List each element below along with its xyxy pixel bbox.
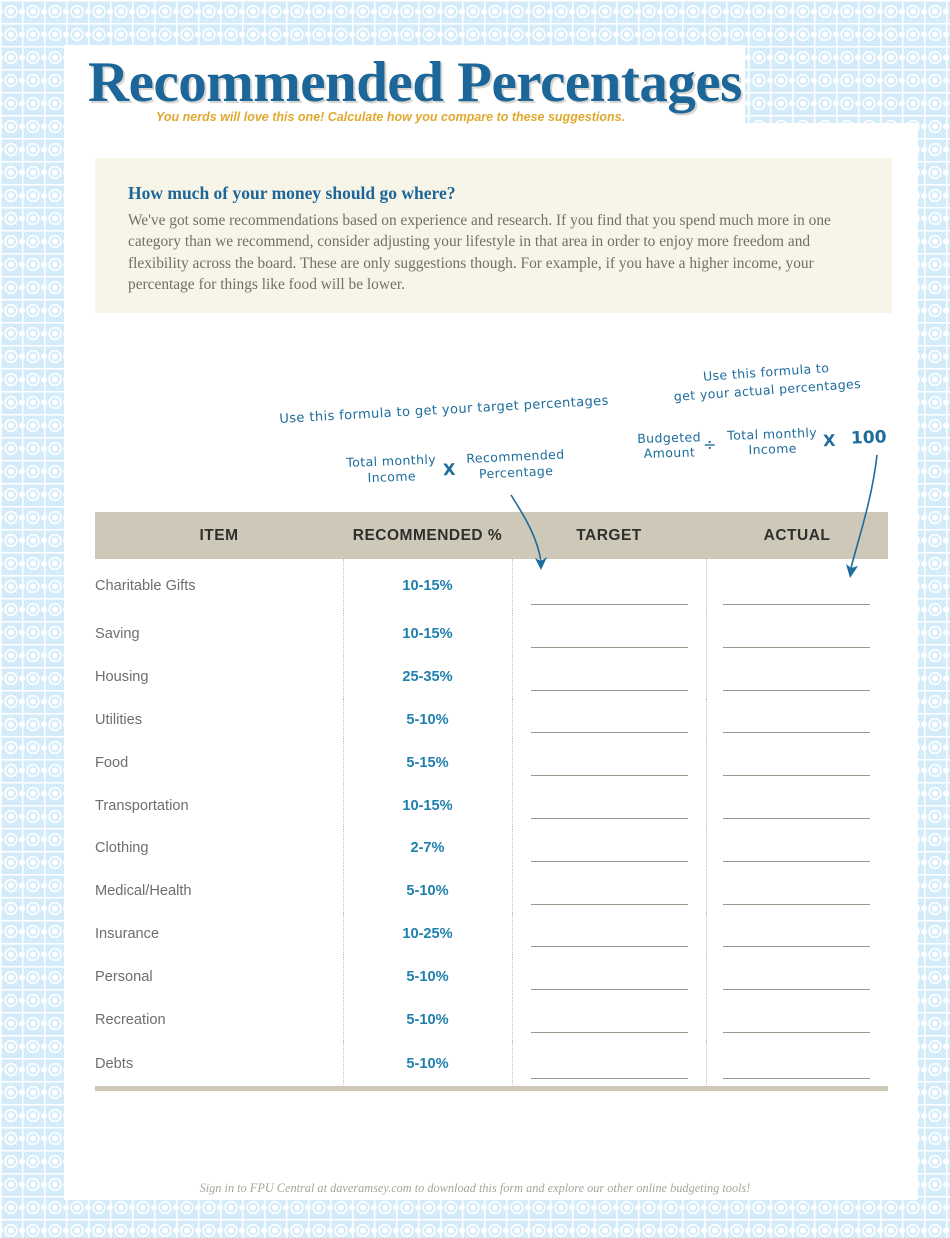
cell-target-input[interactable]: [512, 784, 706, 827]
intro-panel: [95, 158, 892, 313]
write-in-line: [723, 1032, 871, 1033]
cell-recommended-percent: 5-15%: [343, 741, 512, 784]
write-in-line: [531, 904, 688, 905]
cell-target-input[interactable]: [512, 559, 706, 613]
annotation-target-operator-multiply: X: [442, 459, 457, 480]
cell-item: Food: [95, 741, 343, 784]
cell-item: Insurance: [95, 913, 343, 956]
cell-recommended-percent: 5-10%: [343, 699, 512, 742]
write-in-line: [723, 690, 871, 691]
write-in-line: [723, 1078, 871, 1079]
cell-actual-input[interactable]: [706, 1041, 888, 1087]
write-in-line: [723, 989, 871, 990]
cell-actual-input[interactable]: [706, 827, 888, 870]
cell-item: Medical/Health: [95, 870, 343, 913]
table-row: [95, 1041, 888, 1087]
cell-item: Housing: [95, 656, 343, 699]
cell-target-input[interactable]: [512, 699, 706, 742]
cell-target-input[interactable]: [512, 955, 706, 998]
table-row: [95, 784, 888, 827]
write-in-line: [723, 861, 871, 862]
annotation-actual-operand-income: Total monthly Income: [727, 424, 818, 458]
table-row: [95, 913, 888, 956]
write-in-line: [723, 904, 871, 905]
cell-item: Clothing: [95, 827, 343, 870]
table-bottom-border: [95, 1086, 888, 1091]
write-in-line: [531, 946, 688, 947]
annotation-actual-operator-multiply: X: [822, 430, 837, 451]
table-row: [95, 955, 888, 998]
write-in-line: [531, 861, 688, 862]
write-in-line: [723, 604, 871, 605]
cell-actual-input[interactable]: [706, 998, 888, 1041]
intro-heading: How much of your money should go where?: [128, 183, 456, 203]
annotation-target-operand-income: Total monthly Income: [346, 451, 437, 486]
cell-item: Charitable Gifts: [95, 559, 343, 613]
cell-actual-input[interactable]: [706, 870, 888, 913]
table-row: [95, 998, 888, 1041]
cell-recommended-percent: 5-10%: [343, 1041, 512, 1087]
write-in-line: [531, 1078, 688, 1079]
cell-recommended-percent: 25-35%: [343, 656, 512, 699]
write-in-line: [531, 775, 688, 776]
table-row: [95, 559, 888, 613]
column-header-target: TARGET: [512, 512, 706, 559]
cell-target-input[interactable]: [512, 913, 706, 956]
footer-note: Sign in to FPU Central at daveramsey.com to download this form and explore our other online budgeting tools!: [199, 1181, 751, 1195]
write-in-line: [531, 690, 688, 691]
recommended-percentages-table: [95, 512, 888, 1087]
write-in-line: [723, 946, 871, 947]
cell-recommended-percent: 5-10%: [343, 955, 512, 998]
annotation-actual-formula-caption: Use this formula to get your actual percentages: [673, 360, 862, 404]
cell-recommended-percent: 5-10%: [343, 998, 512, 1041]
write-in-line: [531, 989, 688, 990]
annotation-actual-operand-budgeted: Budgeted Amount: [637, 429, 702, 461]
cell-item: Saving: [95, 613, 343, 656]
write-in-line: [531, 818, 688, 819]
cell-actual-input[interactable]: [706, 613, 888, 656]
write-in-line: [723, 647, 871, 648]
write-in-line: [531, 604, 688, 605]
cell-actual-input[interactable]: [706, 784, 888, 827]
cell-recommended-percent: 10-25%: [343, 913, 512, 956]
annotation-target-operand-recommended: Recommended Percentage: [466, 446, 565, 482]
table-row: [95, 699, 888, 742]
cell-target-input[interactable]: [512, 656, 706, 699]
cell-target-input[interactable]: [512, 998, 706, 1041]
table-row: [95, 827, 888, 870]
write-in-line: [531, 732, 688, 733]
cell-actual-input[interactable]: [706, 699, 888, 742]
table-header-row: [95, 512, 888, 559]
cell-recommended-percent: 10-15%: [343, 784, 512, 827]
page-subtitle: You nerds will love this one! Calculate how you compare to these suggestions.: [156, 110, 626, 124]
column-header-recommended: RECOMMENDED %: [343, 512, 512, 559]
page-title: Recommended Percentages: [88, 51, 742, 114]
column-header-item: ITEM: [95, 512, 343, 559]
annotation-actual-operator-divide: ÷: [702, 434, 717, 455]
cell-target-input[interactable]: [512, 1041, 706, 1087]
cell-recommended-percent: 10-15%: [343, 613, 512, 656]
cell-target-input[interactable]: [512, 741, 706, 784]
cell-actual-input[interactable]: [706, 955, 888, 998]
cell-actual-input[interactable]: [706, 741, 888, 784]
column-header-actual: ACTUAL: [706, 512, 888, 559]
table-row: [95, 870, 888, 913]
cell-recommended-percent: 2-7%: [343, 827, 512, 870]
write-in-line: [723, 818, 871, 819]
table-row: [95, 613, 888, 656]
annotation-actual-operand-hundred: 100: [850, 427, 887, 449]
cell-recommended-percent: 5-10%: [343, 870, 512, 913]
write-in-line: [723, 775, 871, 776]
cell-actual-input[interactable]: [706, 656, 888, 699]
cell-recommended-percent: 10-15%: [343, 559, 512, 613]
intro-body: We've got some recommendations based on experience and research. If you find that you spend much more in one category than we recommend, consider adjusting your lifestyle in that area in order to enjoy more freedom and flexibility across the board. These are only suggestions though. For example, if you have a higher income, your percentage for things like food will be lower.: [128, 212, 831, 293]
cell-item: Personal: [95, 955, 343, 998]
cell-item: Debts: [95, 1041, 343, 1087]
table-row: [95, 656, 888, 699]
cell-target-input[interactable]: [512, 613, 706, 656]
write-in-line: [723, 732, 871, 733]
cell-item: Recreation: [95, 998, 343, 1041]
write-in-line: [531, 647, 688, 648]
write-in-line: [531, 1032, 688, 1033]
annotation-target-formula-caption: Use this formula to get your target percentages: [279, 393, 610, 427]
cell-item: Utilities: [95, 699, 343, 742]
cell-actual-input[interactable]: [706, 913, 888, 956]
cell-target-input[interactable]: [512, 870, 706, 913]
cell-target-input[interactable]: [512, 827, 706, 870]
cell-actual-input[interactable]: [706, 559, 888, 613]
cell-item: Transportation: [95, 784, 343, 827]
table-row: [95, 741, 888, 784]
